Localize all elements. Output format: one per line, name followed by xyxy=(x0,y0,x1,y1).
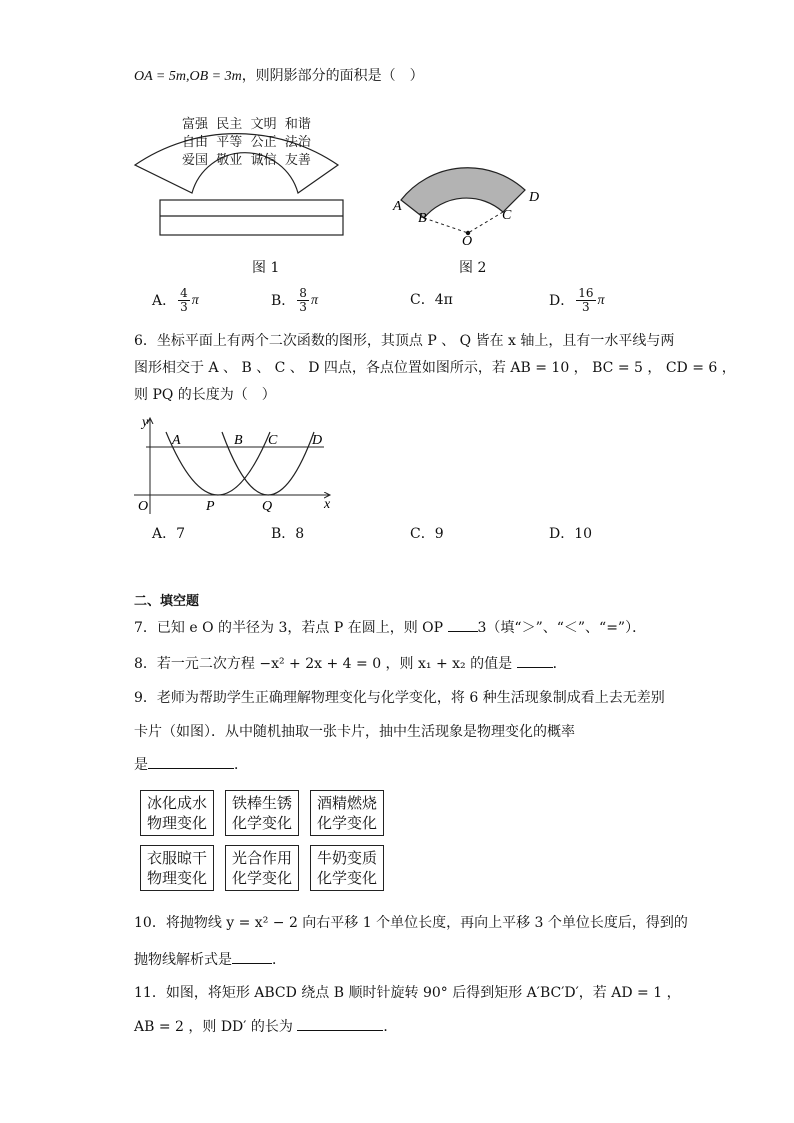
label-Q: Q xyxy=(262,499,273,514)
pi-symbol: π xyxy=(310,292,318,308)
card-phenomenon: 铁棒生锈 xyxy=(231,794,292,812)
parabola-P xyxy=(166,432,270,495)
card-phenomenon: 冰化成水 xyxy=(146,794,207,812)
label-C: C xyxy=(502,208,512,223)
fig2-caption: 图 2 xyxy=(459,260,487,276)
label-B: B xyxy=(234,433,243,448)
fan-word: 法治 xyxy=(284,135,311,150)
q9-line-2: 卡片（如图）．从中随机抽取一张卡片，抽中生活现象是物理变化的概率 xyxy=(134,724,575,740)
figure-2-sector xyxy=(388,148,548,248)
q6-option-c[interactable]: C．9 xyxy=(410,526,444,542)
q10-line-2 xyxy=(134,949,286,970)
q9-text-pre: 是 xyxy=(134,757,148,773)
card-type: 化学变化 xyxy=(231,814,292,832)
label-O: O xyxy=(138,499,149,514)
fan-base xyxy=(160,200,343,235)
fraction xyxy=(178,287,190,314)
denominator: 3 xyxy=(299,300,307,314)
fan-text-row xyxy=(182,134,311,152)
card-type: 化学变化 xyxy=(316,869,377,887)
fan-word: 民主 xyxy=(216,117,243,132)
option-letter: A． xyxy=(152,292,177,309)
q6-line-3: 则 PQ 的长度为（ ） xyxy=(134,387,276,403)
q5-stem xyxy=(134,66,424,87)
option-letter: D． xyxy=(549,292,575,309)
numerator: 16 xyxy=(578,286,594,300)
q6-graph xyxy=(134,410,344,516)
fraction xyxy=(297,287,309,314)
q6-option-d[interactable]: D．10 xyxy=(549,526,593,542)
q5-stem-math: OA = 5m,OB = 3m xyxy=(134,69,242,84)
q5-option-c[interactable] xyxy=(410,290,453,310)
q9-line-1: 9．老师为帮助学生正确理解物理变化与化学变化，将 6 种生活现象制成看上去无差别 xyxy=(134,690,665,706)
q8-text-pre: 8．若一元二次方程 −x² + 2x + 4 = 0 ，则 x₁ + x₂ 的值是 xyxy=(134,656,513,672)
denominator: 3 xyxy=(180,300,188,314)
card-phenomenon: 牛奶变质 xyxy=(316,849,377,867)
radius-OB xyxy=(424,218,468,233)
q7-answer-blank[interactable] xyxy=(448,617,478,632)
option-value: 4π xyxy=(434,292,453,308)
card-4[interactable] xyxy=(140,845,214,891)
label-D: D xyxy=(529,190,540,205)
q11-text-pre: AB = 2 ，则 DD′ 的长为 xyxy=(134,1019,293,1035)
q11-answer-blank[interactable] xyxy=(297,1016,383,1031)
card-type: 物理变化 xyxy=(146,869,207,887)
fan-word: 公正 xyxy=(250,135,277,150)
fig1-caption: 图 1 xyxy=(252,260,280,276)
option-letter: C． xyxy=(410,292,435,308)
q11-line-2 xyxy=(134,1016,397,1037)
q6-option-a[interactable]: A．7 xyxy=(152,526,186,542)
fan-text-row xyxy=(182,152,311,170)
q5-stem-text: ，则阴影部分的面积是（ ） xyxy=(241,68,424,84)
card-5[interactable] xyxy=(225,845,299,891)
q11-line-1: 11．如图，将矩形 ABCD 绕点 B 顺时针旋转 90° 后得到矩形 A′BC′D′，若 AD = 1 ， xyxy=(134,985,681,1001)
fan-word: 自由 xyxy=(182,135,209,150)
q9-line-3 xyxy=(134,754,248,775)
card-type: 化学变化 xyxy=(316,814,377,832)
card-phenomenon: 光合作用 xyxy=(231,849,292,867)
q8-text-post: ． xyxy=(552,656,567,672)
numerator: 4 xyxy=(180,286,188,300)
q11-text-post: ． xyxy=(383,1019,398,1035)
q9-text-post: ． xyxy=(234,757,248,773)
pi-symbol: π xyxy=(597,292,605,308)
label-P: P xyxy=(206,499,215,514)
label-C: C xyxy=(268,433,278,448)
label-O: O xyxy=(462,234,473,248)
label-A: A xyxy=(172,433,181,448)
q6-line-1: 6．坐标平面上有两个二次函数的图形，其顶点 P 、 Q 皆在 x 轴上，且有一水平线与两 xyxy=(134,333,675,349)
card-2[interactable] xyxy=(225,790,299,836)
fan-word: 平等 xyxy=(216,135,243,150)
q6-option-b[interactable]: B．8 xyxy=(271,526,305,542)
card-phenomenon: 衣服晾干 xyxy=(146,849,207,867)
label-D: D xyxy=(312,433,323,448)
card-type: 化学变化 xyxy=(231,869,292,887)
label-B: B xyxy=(418,211,427,226)
q5-option-a[interactable] xyxy=(152,287,199,314)
pi-symbol: π xyxy=(191,292,199,308)
fan-word: 友善 xyxy=(284,153,311,168)
fan-word: 诚信 xyxy=(250,153,277,168)
fan-word: 富强 xyxy=(182,117,209,132)
label-A: A xyxy=(393,199,402,214)
q8 xyxy=(134,653,567,674)
q8-answer-blank[interactable] xyxy=(517,653,553,668)
q9-answer-blank[interactable] xyxy=(148,754,234,769)
fan-word: 和谐 xyxy=(284,117,311,132)
fraction xyxy=(576,287,595,314)
option-letter: B． xyxy=(271,292,296,309)
card-type: 物理变化 xyxy=(146,814,207,832)
q7-text-pre: 7．已知 e O 的半径为 3，若点 P 在圆上，则 OP xyxy=(134,620,444,636)
fan-word: 文明 xyxy=(250,117,277,132)
numerator: 8 xyxy=(299,286,307,300)
card-1[interactable] xyxy=(140,790,214,836)
card-6[interactable] xyxy=(310,845,384,891)
q10-text-post: ． xyxy=(272,952,286,968)
denominator: 3 xyxy=(582,300,590,314)
q6-line-2: 图形相交于 A 、 B 、 C 、 D 四点，各点位置如图所示，若 AB = 10 ， BC = 5 ， CD = 6 ， xyxy=(134,360,736,376)
fan-word: 爱国 xyxy=(182,153,209,168)
fan-word: 敬业 xyxy=(216,153,243,168)
label-x: x xyxy=(324,497,331,512)
card-phenomenon: 酒精燃烧 xyxy=(316,794,377,812)
q5-option-b[interactable] xyxy=(271,287,318,314)
section-heading: 二、填空题 xyxy=(134,594,200,609)
q10-text-pre: 抛物线解析式是 xyxy=(134,952,232,968)
label-y: y xyxy=(142,415,149,430)
q10-answer-blank[interactable] xyxy=(232,949,272,964)
fan-text xyxy=(182,116,311,170)
q5-option-d[interactable] xyxy=(549,287,605,314)
radius-OC xyxy=(468,212,503,233)
q7 xyxy=(134,617,646,638)
q10-line-1: 10．将抛物线 y = x² − 2 向右平移 1 个单位长度，再向上平移 3 个单位长度后，得到的 xyxy=(134,915,688,931)
fan-text-row xyxy=(182,116,311,134)
q7-text-post: 3（填“＞”、“＜”、“=”）． xyxy=(477,620,647,636)
card-3[interactable] xyxy=(310,790,384,836)
